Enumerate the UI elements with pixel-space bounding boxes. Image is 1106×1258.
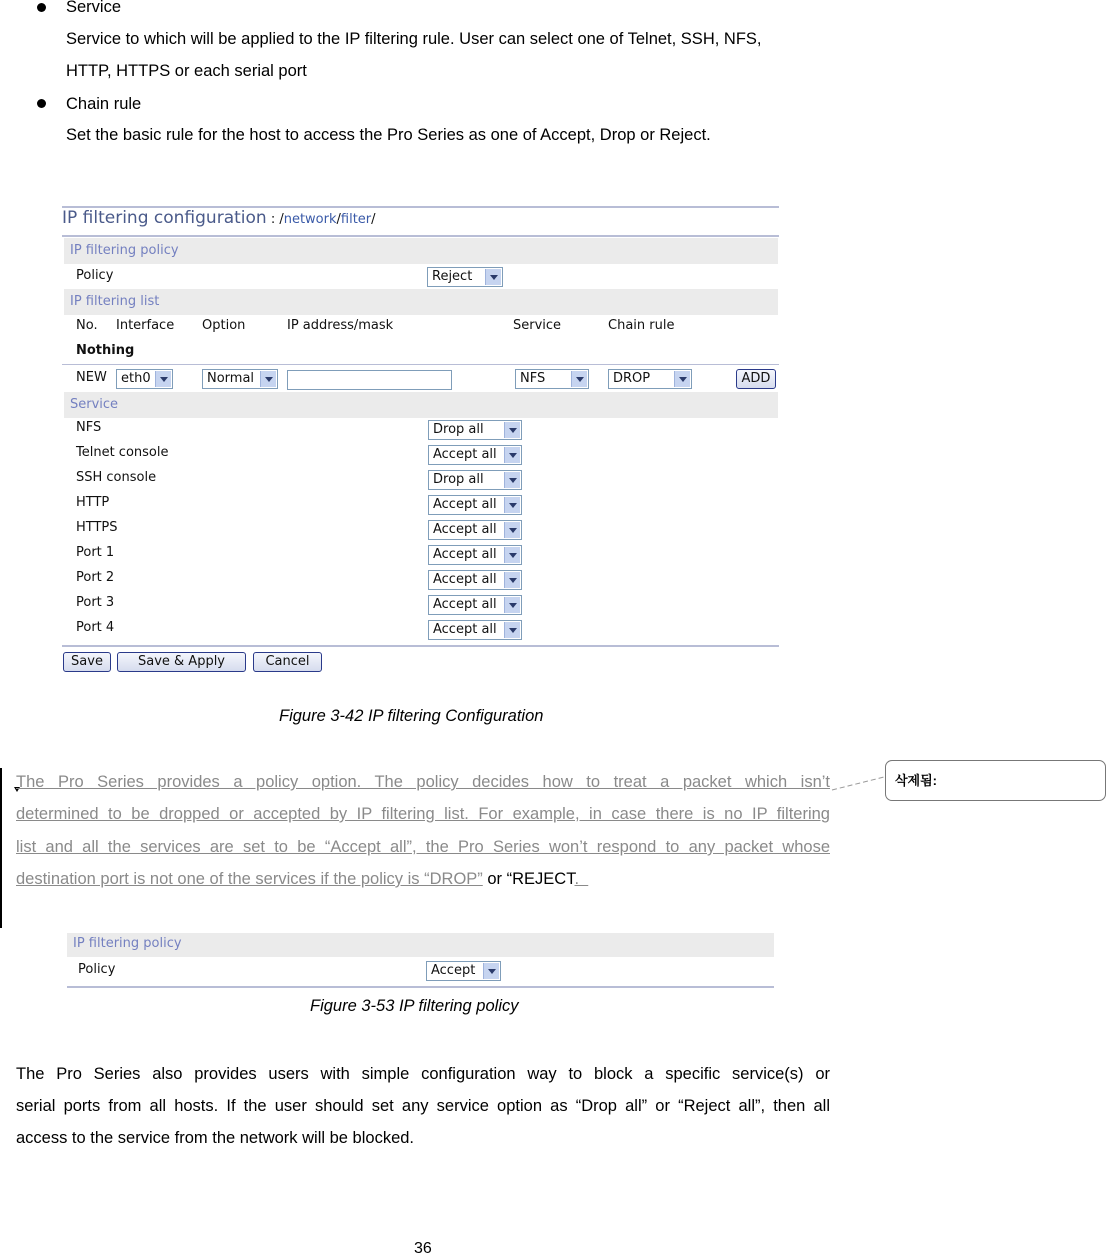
new-label: NEW bbox=[76, 370, 107, 385]
divider bbox=[62, 235, 779, 237]
policy-label: Policy bbox=[76, 268, 114, 283]
divider bbox=[62, 645, 779, 647]
path-link-filter[interactable]: filter bbox=[340, 212, 372, 227]
save-apply-button[interactable]: Save & Apply bbox=[117, 652, 246, 672]
comment-label: 삭제됨: bbox=[895, 773, 938, 788]
bullet-title-service: Service bbox=[66, 0, 122, 16]
chevron-down-icon bbox=[155, 371, 171, 387]
ip-filtering-config-panel bbox=[62, 204, 779, 686]
page-title bbox=[62, 208, 376, 228]
chevron-down-icon bbox=[504, 622, 520, 638]
service-name-http: HTTP bbox=[76, 495, 110, 510]
service-value-port3[interactable]: Accept all bbox=[428, 595, 522, 615]
service-value-port2[interactable]: Accept all bbox=[428, 570, 522, 590]
policy-label: Policy bbox=[78, 962, 116, 977]
option-select[interactable]: Normal bbox=[202, 369, 278, 389]
service-value-https[interactable]: Accept all bbox=[428, 520, 522, 540]
service-value-telnet[interactable]: Accept all bbox=[428, 445, 522, 465]
deleted-text-line: list and all the services are set to be “Accept all”, the Pro Series won’t respond to any packet whose bbox=[16, 838, 830, 856]
service-value-port4[interactable]: Accept all bbox=[428, 620, 522, 640]
add-button[interactable]: ADD bbox=[736, 369, 776, 389]
body-text-line: serial ports from all hosts. If the user should set any service option as “Drop all” or “Reject all”, then all bbox=[16, 1097, 830, 1115]
chevron-down-icon bbox=[504, 547, 520, 563]
chevron-down-icon bbox=[571, 371, 587, 387]
service-value-nfs[interactable]: Drop all bbox=[428, 420, 522, 440]
chevron-down-icon bbox=[504, 497, 520, 513]
path-sep: / bbox=[336, 212, 341, 227]
chevron-down-icon bbox=[674, 371, 690, 387]
path-prefix: : / bbox=[266, 212, 284, 227]
service-name-https: HTTPS bbox=[76, 520, 118, 535]
interface-select[interactable]: eth0 bbox=[116, 369, 173, 389]
chevron-down-icon bbox=[504, 472, 520, 488]
column-header: Option bbox=[202, 318, 246, 333]
chevron-down-icon bbox=[504, 597, 520, 613]
section-ip-filtering-policy: IP filtering policy bbox=[67, 933, 774, 957]
service-name-port4: Port 4 bbox=[76, 620, 115, 635]
figure-caption: Figure 3-53 IP filtering policy bbox=[310, 997, 519, 1015]
bullet-text-line: Service to which will be applied to the IP filtering rule. User can select one of Telnet, SSH, NFS, bbox=[66, 30, 762, 48]
service-name-telnet: Telnet console bbox=[76, 445, 169, 460]
comment-balloon[interactable] bbox=[885, 760, 1106, 801]
bullet-text-line: Set the basic rule for the host to access the Pro Series as one of Accept, Drop or Reject. bbox=[66, 126, 711, 144]
service-name-port3: Port 3 bbox=[76, 595, 115, 610]
path-suffix: / bbox=[371, 212, 376, 227]
column-header: IP address/mask bbox=[287, 318, 394, 333]
path-link-network[interactable]: network bbox=[283, 212, 337, 227]
chevron-down-icon bbox=[504, 422, 520, 438]
service-name-port1: Port 1 bbox=[76, 545, 115, 560]
column-header: No. bbox=[76, 318, 98, 333]
service-name-nfs: NFS bbox=[76, 420, 102, 435]
column-header: Chain rule bbox=[608, 318, 675, 333]
column-header: Interface bbox=[116, 318, 175, 333]
section-service: Service bbox=[64, 392, 778, 418]
section-ip-filtering-policy: IP filtering policy bbox=[64, 238, 778, 264]
service-value-ssh[interactable]: Drop all bbox=[428, 470, 522, 490]
body-text-line: The Pro Series also provides users with simple configuration way to block a specific service(s) or bbox=[16, 1065, 830, 1083]
bullet-text-line: HTTP, HTTPS or each serial port bbox=[66, 62, 307, 80]
cancel-button[interactable]: Cancel bbox=[253, 652, 322, 672]
chevron-down-icon bbox=[504, 447, 520, 463]
chevron-down-icon bbox=[260, 371, 276, 387]
chevron-down-icon bbox=[504, 522, 520, 538]
service-name-port2: Port 2 bbox=[76, 570, 115, 585]
bullet-dot bbox=[37, 3, 46, 12]
panel-title: IP filtering configuration bbox=[62, 208, 267, 228]
policy-select[interactable]: Reject bbox=[427, 267, 503, 287]
save-button[interactable]: Save bbox=[63, 652, 111, 672]
chain-rule-select[interactable]: DROP bbox=[608, 369, 692, 389]
comment-connector bbox=[830, 768, 890, 798]
nothing-text: Nothing bbox=[76, 343, 135, 358]
ip-filtering-policy-panel bbox=[67, 933, 774, 989]
service-value-port1[interactable]: Accept all bbox=[428, 545, 522, 565]
chevron-down-icon bbox=[485, 269, 501, 285]
body-text-line: access to the service from the network will be blocked. bbox=[16, 1129, 415, 1147]
divider bbox=[67, 986, 774, 988]
section-ip-filtering-list: IP filtering list bbox=[64, 289, 778, 315]
divider bbox=[62, 364, 779, 365]
divider bbox=[62, 206, 779, 208]
ip-address-input[interactable] bbox=[287, 370, 452, 390]
policy-select[interactable]: Accept bbox=[426, 961, 501, 981]
figure-caption: Figure 3-42 IP filtering Configuration bbox=[279, 707, 544, 725]
service-value-http[interactable]: Accept all bbox=[428, 495, 522, 515]
column-header: Service bbox=[513, 318, 562, 333]
service-select[interactable]: NFS bbox=[515, 369, 589, 389]
change-bar bbox=[0, 768, 2, 928]
bullet-dot bbox=[37, 99, 46, 108]
bullet-title-chain-rule: Chain rule bbox=[66, 95, 142, 113]
deleted-text-line: The Pro Series provides a policy option. The policy decides how to treat a packet which isn’t bbox=[16, 773, 830, 791]
page-number: 36 bbox=[414, 1240, 432, 1257]
chevron-down-icon bbox=[483, 963, 499, 979]
chevron-down-icon bbox=[504, 572, 520, 588]
service-name-ssh: SSH console bbox=[76, 470, 157, 485]
deleted-text-last-line: destination port is not one of the services if the policy is “DROP” or “REJECT. bbox=[16, 870, 589, 888]
deleted-text-line: determined to be dropped or accepted by IP filtering list. For example, in case there is no IP filtering bbox=[16, 805, 830, 823]
